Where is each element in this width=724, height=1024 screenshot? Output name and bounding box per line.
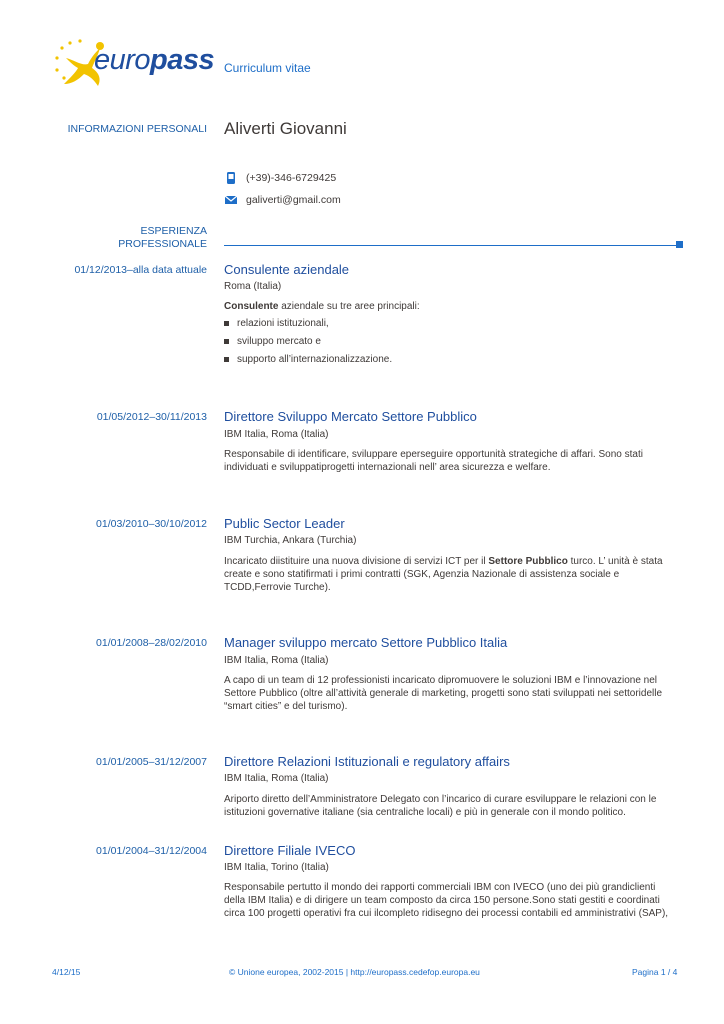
job-description-text: turco. L’ unità è stata create e sono statifirmati i primi contratti (SGK, Agenzia Nazionale di assistenza sociale e TCDD,Ferrovie Turche).: [224, 556, 663, 593]
job-location: Roma (Italia): [224, 281, 282, 292]
job-location: IBM Italia, Roma (Italia): [224, 773, 329, 784]
job-title: Public Sector Leader: [224, 516, 345, 531]
list-item-text: supporto all’internazionalizzazione.: [237, 354, 393, 365]
job-description-text: aziendale su tre aree principali:: [278, 301, 420, 312]
job-description: [224, 300, 679, 313]
list-item: [224, 336, 321, 347]
job-description: Responsabile pertutto il mondo dei rapporti commerciali IBM con IVECO (uno dei più grandiclienti della IBM Italia) e di dirigere un team composto da circa 150 persone.Sono stati gestiti e coordinati circa 100 progetti operativi fra cui ilcompleto ridisegno dei processi contabili ed amministrativi (SAP),: [224, 882, 669, 919]
job-title: Consulente aziendale: [224, 262, 350, 277]
job-location: IBM Italia, Roma (Italia): [224, 655, 329, 666]
bullet-square-icon: [224, 321, 229, 326]
job-date: 01/12/2013–alla data attuale: [74, 264, 207, 276]
job-description: Ariporto diretto dell’Amministratore Delegato con l’incarico di curare esviluppare le relazioni con le istituzioni governative italiane (sia centraliche locali) e più in generale con il mondo politico.: [224, 794, 657, 818]
footer-copyright[interactable]: © Unione europea, 2002-2015 | http://europass.cedefop.europa.eu: [229, 967, 480, 977]
experience-label-line-2: PROFESSIONALE: [118, 238, 207, 250]
bullet-square-icon: [224, 357, 229, 362]
job-date: 01/01/2008–28/02/2010: [96, 637, 207, 649]
job-description: A capo di un team di 12 professionisti incaricato dipromuovere le soluzioni IBM e l’innovazione nel Settore Pubblico (oltre all’attività generale di marketing, progetti sono stati sviluppati nei settoridelle “smart cities” e del turismo).: [224, 675, 663, 712]
list-item-text: relazioni istituzionali,: [237, 318, 329, 329]
job-location: IBM Italia, Torino (Italia): [224, 862, 329, 873]
list-item-text: sviluppo mercato e: [237, 336, 321, 347]
footer-page-number: Pagina 1 / 4: [632, 967, 678, 977]
job-title: Direttore Filiale IVECO: [224, 843, 356, 858]
footer-date: 4/12/15: [52, 967, 81, 977]
job-description: Responsabile di identificare, sviluppare eperseguire opportunità strategiche di affari. Sono stati individuati e sviluppatiprogetti internazionali nell’ area sicurezza e welfare.: [224, 449, 643, 473]
experience-section-label: [118, 225, 207, 251]
job-description: [224, 555, 679, 594]
europass-wordmark: europass: [94, 44, 215, 76]
document-type-label: Curriculum vitae: [224, 61, 311, 75]
job-location: IBM Turchia, Ankara (Turchia): [224, 535, 357, 546]
job-description-text: Incaricato diistituire una nuova divisione di servizi ICT per il: [224, 556, 489, 567]
job-description-bold: Settore Pubblico: [488, 556, 568, 567]
bullet-square-icon: [224, 339, 229, 344]
personal-info-section-label: INFORMAZIONI PERSONALI: [67, 123, 207, 135]
list-item: [224, 318, 329, 329]
job-title: Manager sviluppo mercato Settore Pubblico Italia: [224, 635, 508, 650]
experience-label-line-1: ESPERIENZA: [140, 225, 207, 237]
job-date: 01/01/2005–31/12/2007: [96, 756, 207, 768]
job-description-bold: Consulente: [224, 301, 279, 312]
job-date: 01/05/2012–30/11/2013: [96, 411, 207, 423]
email-row: [224, 193, 341, 207]
section-divider: [224, 245, 676, 246]
job-date: 01/01/2004–31/12/2004: [96, 845, 207, 857]
envelope-icon: [224, 193, 238, 207]
job-location: IBM Italia, Roma (Italia): [224, 429, 329, 440]
person-name: Aliverti Giovanni: [224, 119, 347, 138]
phone-number: (+39)-346-6729425: [246, 172, 337, 184]
job-date: 01/03/2010–30/10/2012: [96, 518, 207, 530]
phone-row: [224, 171, 336, 185]
job-title: Direttore Sviluppo Mercato Settore Pubblico: [224, 409, 477, 424]
mobile-phone-icon: [224, 171, 238, 185]
section-divider-square: [676, 241, 683, 248]
job-title: Direttore Relazioni Istituzionali e regulatory affairs: [224, 754, 510, 769]
email-address[interactable]: galiverti@gmail.com: [246, 194, 341, 206]
list-item: [224, 354, 392, 365]
